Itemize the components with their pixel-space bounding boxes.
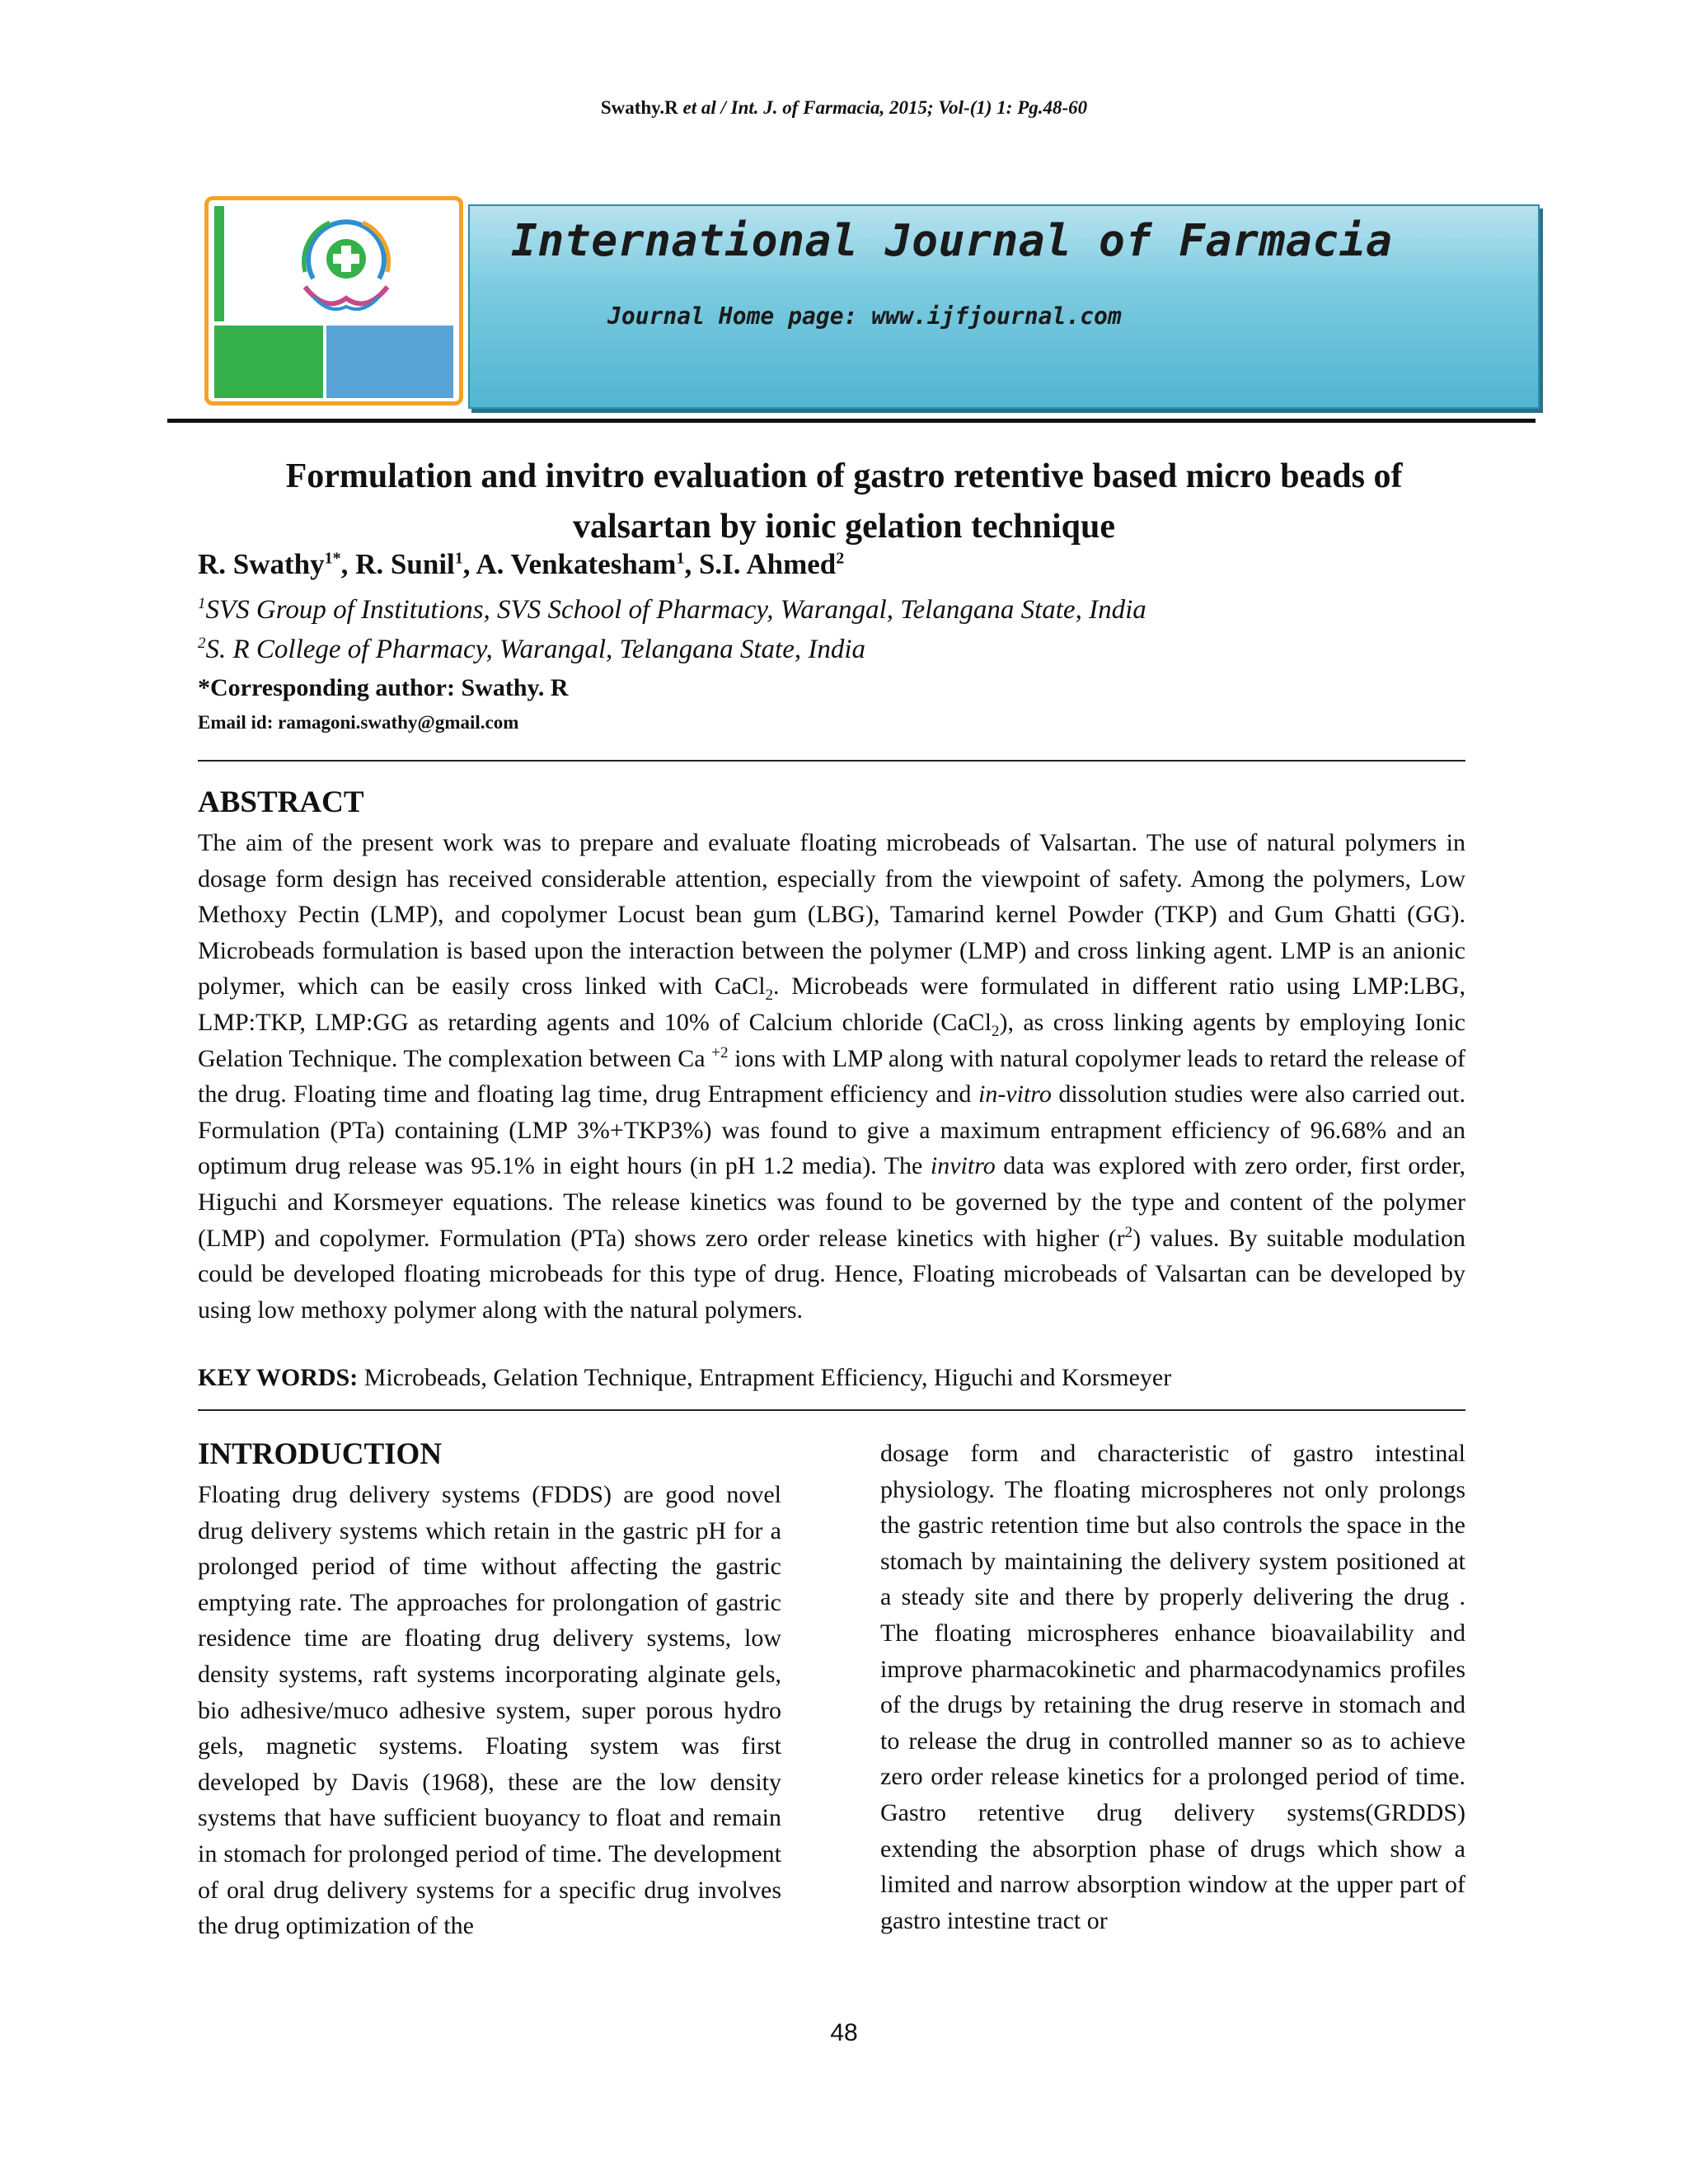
affiliation-1: [198, 595, 1146, 626]
abstract-subscript: 2: [765, 987, 774, 1005]
running-header: [0, 97, 1688, 119]
abstract-superscript: +2: [711, 1043, 729, 1062]
keywords-label: KEY WORDS:: [198, 1364, 359, 1391]
abstract-run: data was explored with zero order, first order, Higuchi and Korsmeyer equations. The release kinetics was found to be governed by the type and content of the polymer (LMP) and copolymer. Formulation (PTa) shows zero order release kinetics with higher (r: [198, 1152, 1465, 1252]
author-sup: 2: [836, 549, 845, 568]
affiliation-sup: 2: [198, 635, 206, 652]
introduction-left-column: Floating drug delivery systems (FDDS) are good novel drug delivery systems which retain in the gastric pH for a prolonged period of time without affecting the gastric emptying rate. The approaches for prolongation of gastric residence time are floating drug delivery systems, low density systems, raft systems incorporating alginate gels, bio adhesive/muco adhesive system, super porous hydro gels, magnetic systems. Floating system was first developed by Davis (1968), these are the low density systems that have sufficient buoyancy to float and remain in stomach for prolonged period of time. The development of oral drug delivery systems for a specific drug involves the drug optimization of the: [198, 1481, 781, 1940]
abstract-subscript: 2: [991, 1022, 1000, 1040]
article-title: [165, 452, 1523, 552]
section-divider: [198, 760, 1465, 762]
author-name: R. Swathy: [198, 548, 325, 580]
journal-title: International Journal of Farmacia: [511, 216, 1393, 266]
author-name: R. Sunil: [355, 548, 455, 580]
keywords: [198, 1364, 1171, 1392]
journal-home-page: Journal Home page: www.ijfjournal.com: [607, 302, 1122, 330]
abstract-italic: invitro: [930, 1152, 996, 1180]
running-header-citation: / Int. J. of Farmacia, 2015; Vol-(1) 1: Pg.48-60: [720, 97, 1088, 118]
logo-green-stripe: [214, 206, 224, 321]
author-email: Email id: ramagoni.swathy@gmail.com: [198, 712, 519, 733]
author-sep: ,: [340, 548, 356, 580]
introduction-heading: INTRODUCTION: [198, 1437, 443, 1471]
abstract-italic: in-vitro: [978, 1080, 1052, 1108]
author-name: S.I. Ahmed: [698, 548, 837, 580]
author-list: [198, 548, 844, 581]
abstract-run: ) values. By suitable modulation could be developed floating microbeads for this type of drug. Hence, Floating microbeads of Valsartan can be developed by using low methoxy polymer along with the natural polymers.: [198, 1224, 1466, 1324]
abstract-run: The aim of the present work was to prepare and evaluate floating microbeads of Valsartan. The use of natural polymers in dosage form design has received considerable attention, especially from the viewpoint of safety. Among the polymers, Low Methoxy Pectin (LMP), and copolymer Locust bean gum (LBG), Tamarind kernel Powder (TKP) and Gum Ghatti (GG). Microbeads formulation is based upon the interaction between the polymer (LMP) and cross linking agent. LMP is an anionic polymer, which can be easily cross linked with CaCl: [198, 829, 1465, 1001]
running-header-author: Swathy.R: [600, 97, 678, 118]
author-name: A. Venkatesham: [476, 548, 677, 580]
page-number: 48: [830, 2019, 858, 2046]
abstract-run: dissolution studies were also carried out. Formulation (PTa) containing (LMP 3%+TKP3%) was found to give a maximum entrapment efficiency of 96.68% and an optimum drug release was 95.1% in eight hours (in pH 1.2 media). The: [198, 1080, 1465, 1180]
affiliation-2: [198, 635, 865, 665]
abstract-superscript: 2: [1124, 1223, 1133, 1241]
author-sup: 1*: [324, 549, 341, 568]
section-divider: [198, 1409, 1465, 1411]
introduction-right-column: dosage form and characteristic of gastro intestinal physiology. The floating microspheres not only prolongs the gastric retention time but also controls the space in the stomach by maintaining the delivery system positioned at a steady site and there by properly delivering the drug . The floating microspheres enhance bioavailability and improve pharmacokinetic and pharmacodynamics profiles of the drugs by retaining the drug reserve in stomach and to release the drug in controlled manner so as to achieve zero order release kinetics for a prolonged period of time. Gastro retentive drug delivery systems(GRDDS) extending the absorption phase of drugs which show a limited and narrow absorption window at the upper part of gastro intestine tract or: [880, 1440, 1465, 1934]
abstract-heading: ABSTRACT: [198, 785, 364, 819]
logo-blue-block: [326, 326, 453, 398]
abstract-run: ), as cross linking agents by employing Ionic Gelation Technique. The complexation between Ca: [198, 1008, 1465, 1072]
affiliation-sup: 1: [198, 595, 206, 612]
medical-cross-hands-logo-icon: [280, 206, 412, 321]
author-sup: 1: [676, 549, 685, 568]
affiliation-text: S. R College of Pharmacy, Warangal, Telangana State, India: [205, 635, 866, 664]
author-sep: ,: [684, 548, 699, 580]
corresponding-author: *Corresponding author: Swathy. R: [198, 674, 569, 701]
running-header-etal: et al: [682, 97, 716, 118]
article-title-line2: valsartan by ionic gelation technique: [572, 508, 1116, 546]
banner-divider: [167, 419, 1536, 423]
author-sep: ,: [462, 548, 476, 580]
author-sup: 1: [454, 549, 463, 568]
logo-green-block: [214, 326, 323, 398]
abstract-run: . Microbeads were formulated in different ratio using LMP:LBG, LMP:TKP, LMP:GG as retarding agents and 10% of Calcium chloride (CaCl: [198, 972, 1465, 1036]
abstract-run: ions with LMP along with natural copolymer leads to retard the release of the drug. Floating time and floating lag time, drug Entrapment efficiency and: [198, 1044, 1465, 1108]
affiliation-text: SVS Group of Institutions, SVS School of Pharmacy, Warangal, Telangana State, India: [205, 595, 1146, 625]
keywords-list: Microbeads, Gelation Technique, Entrapment Efficiency, Higuchi and Korsmeyer: [358, 1364, 1172, 1391]
abstract-text: [198, 825, 1465, 1328]
article-title-line1: Formulation and invitro evaluation of gastro retentive based micro beads of: [285, 457, 1403, 495]
